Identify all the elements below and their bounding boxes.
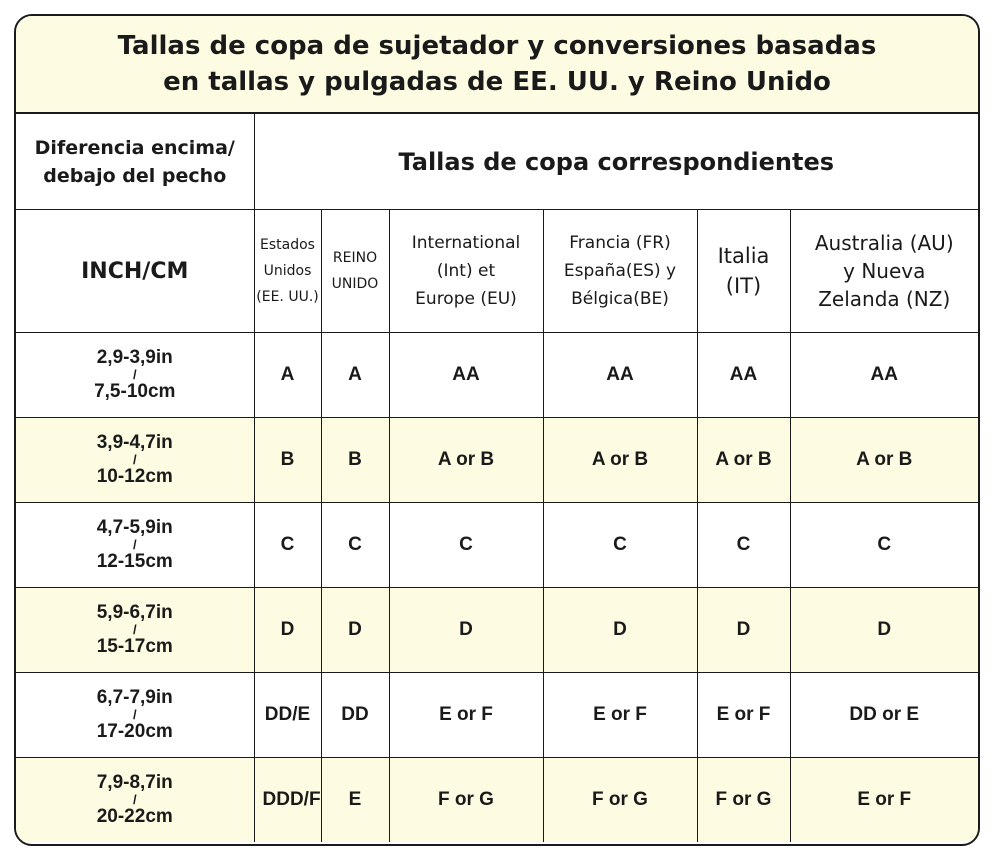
it-cell: AA (697, 333, 790, 418)
it-cell: D (697, 588, 790, 673)
fr-cell: C (543, 503, 697, 588)
fr-cell: F or G (543, 758, 697, 843)
au-cell: DD or E (790, 673, 978, 758)
int-cell: C (389, 503, 543, 588)
it-cell: C (697, 503, 790, 588)
uk-cell: E (321, 758, 389, 843)
header-international: International (Int) et Europe (EU) (389, 210, 543, 333)
uk-cell: D (321, 588, 389, 673)
au-cell: A or B (790, 418, 978, 503)
fr-cell: E or F (543, 673, 697, 758)
range-cell: 7,9-8,7in / 20-22cm (16, 758, 254, 843)
header-row-1 (16, 114, 978, 210)
us-cell: DD/E (254, 673, 321, 758)
uk-cell: B (321, 418, 389, 503)
table-row (16, 758, 978, 843)
us-cell: B (254, 418, 321, 503)
uk-cell: DD (321, 673, 389, 758)
title-line-2: en tallas y pulgadas de EE. UU. y Reino Unido (163, 67, 831, 97)
title-line-1: Tallas de copa de sujetador y conversiones basadas (117, 31, 877, 61)
int-cell: A or B (389, 418, 543, 503)
table-row (16, 418, 978, 503)
range-cell: 5,9-6,7in / 15-17cm (16, 588, 254, 673)
uk-cell: C (321, 503, 389, 588)
fr-cell: AA (543, 333, 697, 418)
uk-cell: A (321, 333, 389, 418)
header-italy: Italia (IT) (697, 210, 790, 333)
int-cell: E or F (389, 673, 543, 758)
range-cell: 4,7-5,9in / 12-15cm (16, 503, 254, 588)
chart-title (16, 16, 978, 114)
header-australia: Australia (AU) y Nueva Zelanda (NZ) (790, 210, 978, 333)
au-cell: E or F (790, 758, 978, 843)
range-cell: 2,9-3,9in / 7,5-10cm (16, 333, 254, 418)
header-france: Francia (FR) España(ES) y Bélgica(BE) (543, 210, 697, 333)
header-corresponding-sizes: Tallas de copa correspondientes (254, 114, 978, 210)
it-cell: E or F (697, 673, 790, 758)
header-inch-cm: INCH/CM (16, 210, 254, 333)
header-row-2 (16, 210, 978, 333)
table-row (16, 503, 978, 588)
au-cell: C (790, 503, 978, 588)
fr-cell: A or B (543, 418, 697, 503)
conversion-table (16, 114, 978, 842)
us-cell: A (254, 333, 321, 418)
header-us: Estados Unidos (EE. UU.) (254, 210, 321, 333)
table-row (16, 673, 978, 758)
int-cell: AA (389, 333, 543, 418)
au-cell: AA (790, 333, 978, 418)
us-cell: DDD/F (254, 758, 321, 843)
size-chart (14, 14, 980, 846)
int-cell: F or G (389, 758, 543, 843)
header-uk: REINO UNIDO (321, 210, 389, 333)
header-difference: Diferencia encima/ debajo del pecho (16, 114, 254, 210)
it-cell: F or G (697, 758, 790, 843)
range-cell: 6,7-7,9in / 17-20cm (16, 673, 254, 758)
table-row (16, 588, 978, 673)
range-cell: 3,9-4,7in / 10-12cm (16, 418, 254, 503)
us-cell: D (254, 588, 321, 673)
fr-cell: D (543, 588, 697, 673)
au-cell: D (790, 588, 978, 673)
it-cell: A or B (697, 418, 790, 503)
table-row (16, 333, 978, 418)
int-cell: D (389, 588, 543, 673)
us-cell: C (254, 503, 321, 588)
